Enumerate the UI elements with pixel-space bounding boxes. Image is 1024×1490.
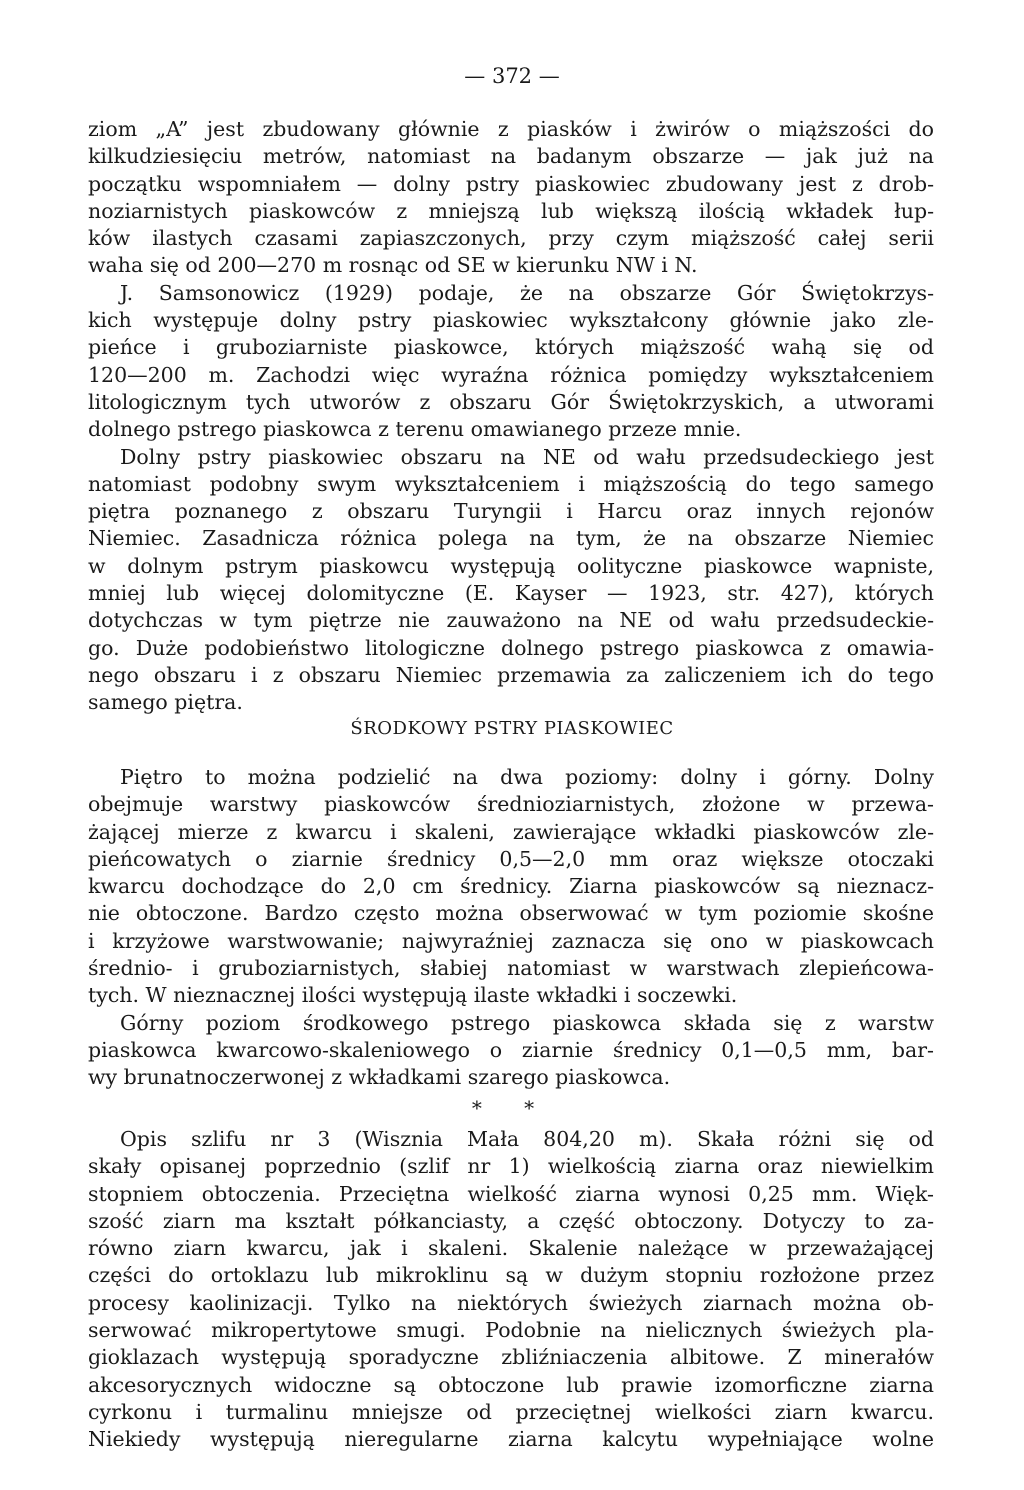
text-line: Niemiec. Zasadnicza różnica polega na tym, że na obszarze Niemiec xyxy=(88,526,934,551)
text-line: 120—200 m. Zachodzi więc wyraźna różnica pomiędzy wykształceniem xyxy=(88,362,934,387)
text-line: stopniem obtoczenia. Przeciętna wielkość ziarna wynosi 0,25 mm. Więk- xyxy=(88,1181,934,1206)
text-line: ziom „A” jest zbudowany głównie z piasków i żwirów o miąższości do xyxy=(88,117,934,141)
paragraph-block-middle-bunter xyxy=(88,764,934,1092)
text-line: procesy kaolinizacji. Tylko na niektórych świeżych ziarnach można ob- xyxy=(88,1290,934,1315)
text-line: waha się od 200—270 m rosnąc od SE w kierunku NW i N. xyxy=(88,253,698,278)
text-line: dotychczas w tym piętrze nie zauważono na NE od wału przedsudeckie- xyxy=(88,608,934,633)
text-line: noziarnistych piaskowców z mniejszą lub większą ilością wkładek łup- xyxy=(88,198,934,223)
text-line: mniej lub więcej dolomityczne (E. Kayser — 1923, str. 427), których xyxy=(88,581,934,606)
text-line: Niekiedy występują nieregularne ziarna kalcytu wypełniające wolne xyxy=(88,1427,934,1452)
page-number: — 372 — xyxy=(464,64,560,88)
text-line: natomiast podobny swym wykształceniem i miąższością do tego samego xyxy=(88,471,934,496)
text-line: samego piętra. xyxy=(88,690,243,715)
text-line: akcesorycznych widoczne są obtoczone lub prawie izomorficzne ziarna xyxy=(88,1372,934,1397)
text-line: J. Samsonowicz (1929) podaje, że na obszarze Gór Świętokrzys- xyxy=(120,280,934,305)
text-line: litologicznym tych utworów z obszaru Gór Świętokrzyskich, a utworami xyxy=(88,389,934,414)
text-line: w dolnym pstrym piaskowcu występują oolityczne piaskowce wapniste, xyxy=(88,553,934,578)
text-line: obejmuje warstwy piaskowców średnioziarnistych, złożone w przewa- xyxy=(88,792,934,817)
text-line: pieńce i gruboziarniste piaskowce, których miąższość wahą się od xyxy=(88,335,934,360)
text-line: i krzyżowe warstwowanie; najwyraźniej zaznacza się ono w piaskowcach xyxy=(88,928,934,953)
text-line: Opis szlifu nr 3 (Wisznia Mała 804,20 m). Skała różni się od xyxy=(120,1127,934,1151)
paragraph-block-lower-bunter xyxy=(88,116,934,717)
text-line: wy brunatnoczerwonej z wkładkami szarego piaskowca. xyxy=(88,1065,671,1090)
text-line: pieńcowatych o ziarnie średnicy 0,5—2,0 mm oraz większe otoczaki xyxy=(88,846,934,871)
text-line: kwarcu dochodzące do 2,0 cm średnicy. Ziarna piaskowców są nieznacz- xyxy=(88,874,934,899)
paragraph-block-thin-section xyxy=(88,1126,934,1454)
text-line: skały opisanej poprzednio (szlif nr 1) wielkością ziarna oraz niewielkim xyxy=(88,1154,934,1179)
text-line: równo ziarn kwarcu, jak i skaleni. Skalenie należące w przeważającej xyxy=(88,1236,934,1261)
text-line: szość ziarn ma kształt półkanciasty, a część obtoczony. Dotyczy to za- xyxy=(88,1208,934,1233)
text-line: piętra poznanego z obszaru Turyngii i Harcu oraz innych rejonów xyxy=(88,499,934,524)
text-line: Piętro to można podzielić na dwa poziomy: dolny i górny. Dolny xyxy=(120,765,934,789)
text-line: nego obszaru i z obszaru Niemiec przemawia za zaliczeniem ich do tego xyxy=(88,662,934,687)
section-heading: ŚRODKOWY PSTRY PIASKOWIEC xyxy=(350,718,674,739)
text-line: go. Duże podobieństwo litologiczne dolnego pstrego piaskowca z omawia- xyxy=(88,635,934,660)
text-line: kilkudziesięciu metrów, natomiast na badanym obszarze — jak już na xyxy=(88,144,934,169)
text-line: nie obtoczone. Bardzo często można obserwować w tym poziomie skośne xyxy=(88,901,934,926)
text-line: Górny poziom środkowego pstrego piaskowca składa się z warstw xyxy=(120,1010,934,1035)
text-line: dolnego pstrego piaskowca z terenu omawianego przeze mnie. xyxy=(88,417,742,442)
text-line: tych. W nieznacznej ilości występują ilaste wkładki i soczewki. xyxy=(88,983,738,1008)
text-line: żającej mierze z kwarcu i skaleni, zawierające wkładki piaskowców zle- xyxy=(88,819,934,844)
text-line: części do ortoklazu lub mikroklinu są w dużym stopniu rozłożone przez xyxy=(88,1263,934,1288)
text-line: gioklazach występują sporadyczne zbliźniaczenia albitowe. Z minerałów xyxy=(88,1345,934,1370)
text-line: Dolny pstry piaskowiec obszaru na NE od wału przedsudeckiego jest xyxy=(120,444,934,469)
text-line: serwować mikropertytowe smugi. Podobnie na nielicznych świeżych pla- xyxy=(88,1318,934,1343)
section-separator: * * xyxy=(471,1096,553,1120)
text-line: początku wspomniałem — dolny pstry piaskowiec zbudowany jest z drob- xyxy=(88,171,934,196)
text-line: piaskowca kwarcowo-skaleniowego o ziarnie średnicy 0,1—0,5 mm, bar- xyxy=(88,1037,934,1062)
text-line: ków ilastych czasami zapiaszczonych, przy czym miąższość całej serii xyxy=(88,226,934,251)
text-line: kich występuje dolny pstry piaskowiec wykształcony głównie jako zle- xyxy=(88,308,934,333)
text-line: średnio- i gruboziarnistych, słabiej natomiast w warstwach zlepieńcowa- xyxy=(88,956,934,981)
text-line: cyrkonu i turmalinu mniejsze od przeciętnej wielkości ziarn kwarcu. xyxy=(88,1399,934,1424)
